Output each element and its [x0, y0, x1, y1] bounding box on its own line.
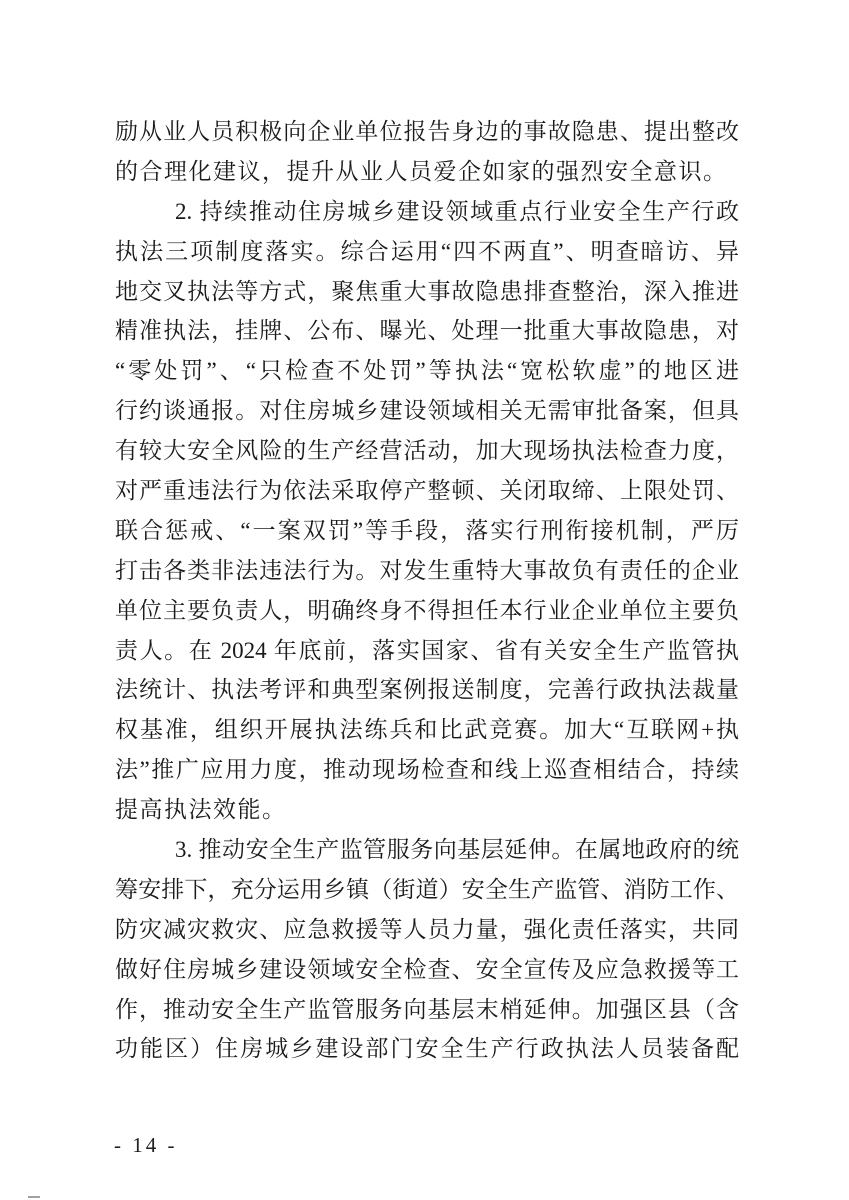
text-line: 联合惩戒、“一案双罚”等手段，落实行刑衔接机制，严厉	[115, 517, 739, 543]
body-text-block	[115, 112, 739, 1069]
text-line: 打击各类非法违法行为。对发生重特大事故负有责任的企业	[115, 557, 739, 583]
text-line: 防灾减灾救灾、应急救援等人员力量，强化责任落实，共同	[115, 916, 739, 942]
text-line: 法统计、执法考评和典型案例报送制度，完善行政执法裁量	[115, 677, 739, 703]
text-line: 的合理化建议，提升从业人员爱企如家的强烈安全意识。	[115, 158, 728, 184]
text-line-paragraph-2-start: 2. 持续推动住房城乡建设领域重点行业安全生产行政	[175, 198, 739, 224]
text-line: 功能区）住房城乡建设部门安全生产行政执法人员装备配	[115, 1036, 739, 1062]
text-line: 责人。在 2024 年底前，落实国家、省有关安全生产监管执	[115, 637, 739, 663]
text-line: 单位主要负责人，明确终身不得担任本行业企业单位主要负	[115, 597, 739, 623]
text-line: “零处罚”、“只检查不处罚”等执法“宽松软虚”的地区进	[115, 358, 739, 384]
text-line: 对严重违法行为依法采取停产整顿、关闭取缔、上限处罚、	[115, 478, 739, 504]
text-line: 精准执法，挂牌、公布、曝光、处理一批重大事故隐患，对	[115, 318, 739, 344]
text-line-paragraph-2-end: 提高执法效能。	[115, 797, 287, 823]
text-line: 筹安排下，充分运用乡镇（街道）安全生产监管、消防工作、	[115, 876, 739, 902]
text-line: 作，推动安全生产监管服务向基层末梢延伸。加强区县（含	[115, 996, 739, 1022]
text-line: 有较大安全风险的生产经营活动，加大现场执法检查力度，	[115, 438, 739, 464]
text-line: 行约谈通报。对住房城乡建设领域相关无需审批备案，但具	[115, 398, 739, 424]
page-number: - 14 -	[114, 1133, 178, 1157]
text-line: 法”推广应用力度，推动现场检查和线上巡查相结合，持续	[115, 757, 739, 783]
text-line: 权基准，组织开展执法练兵和比武竞赛。加大“互联网+执	[115, 717, 739, 743]
text-line: 执法三项制度落实。综合运用“四不两直”、明查暗访、异	[115, 238, 739, 264]
scan-artifact-mark	[28, 1196, 40, 1198]
text-line: 地交叉执法等方式，聚焦重大事故隐患排查整治，深入推进	[115, 278, 739, 304]
text-line: 做好住房城乡建设领域安全检查、安全宣传及应急救援等工	[115, 956, 739, 982]
text-line-paragraph-3-start: 3. 推动安全生产监管服务向基层延伸。在属地政府的统	[175, 837, 739, 863]
text-line: 励从业人员积极向企业单位报告身边的事故隐患、提出整改	[115, 119, 739, 144]
